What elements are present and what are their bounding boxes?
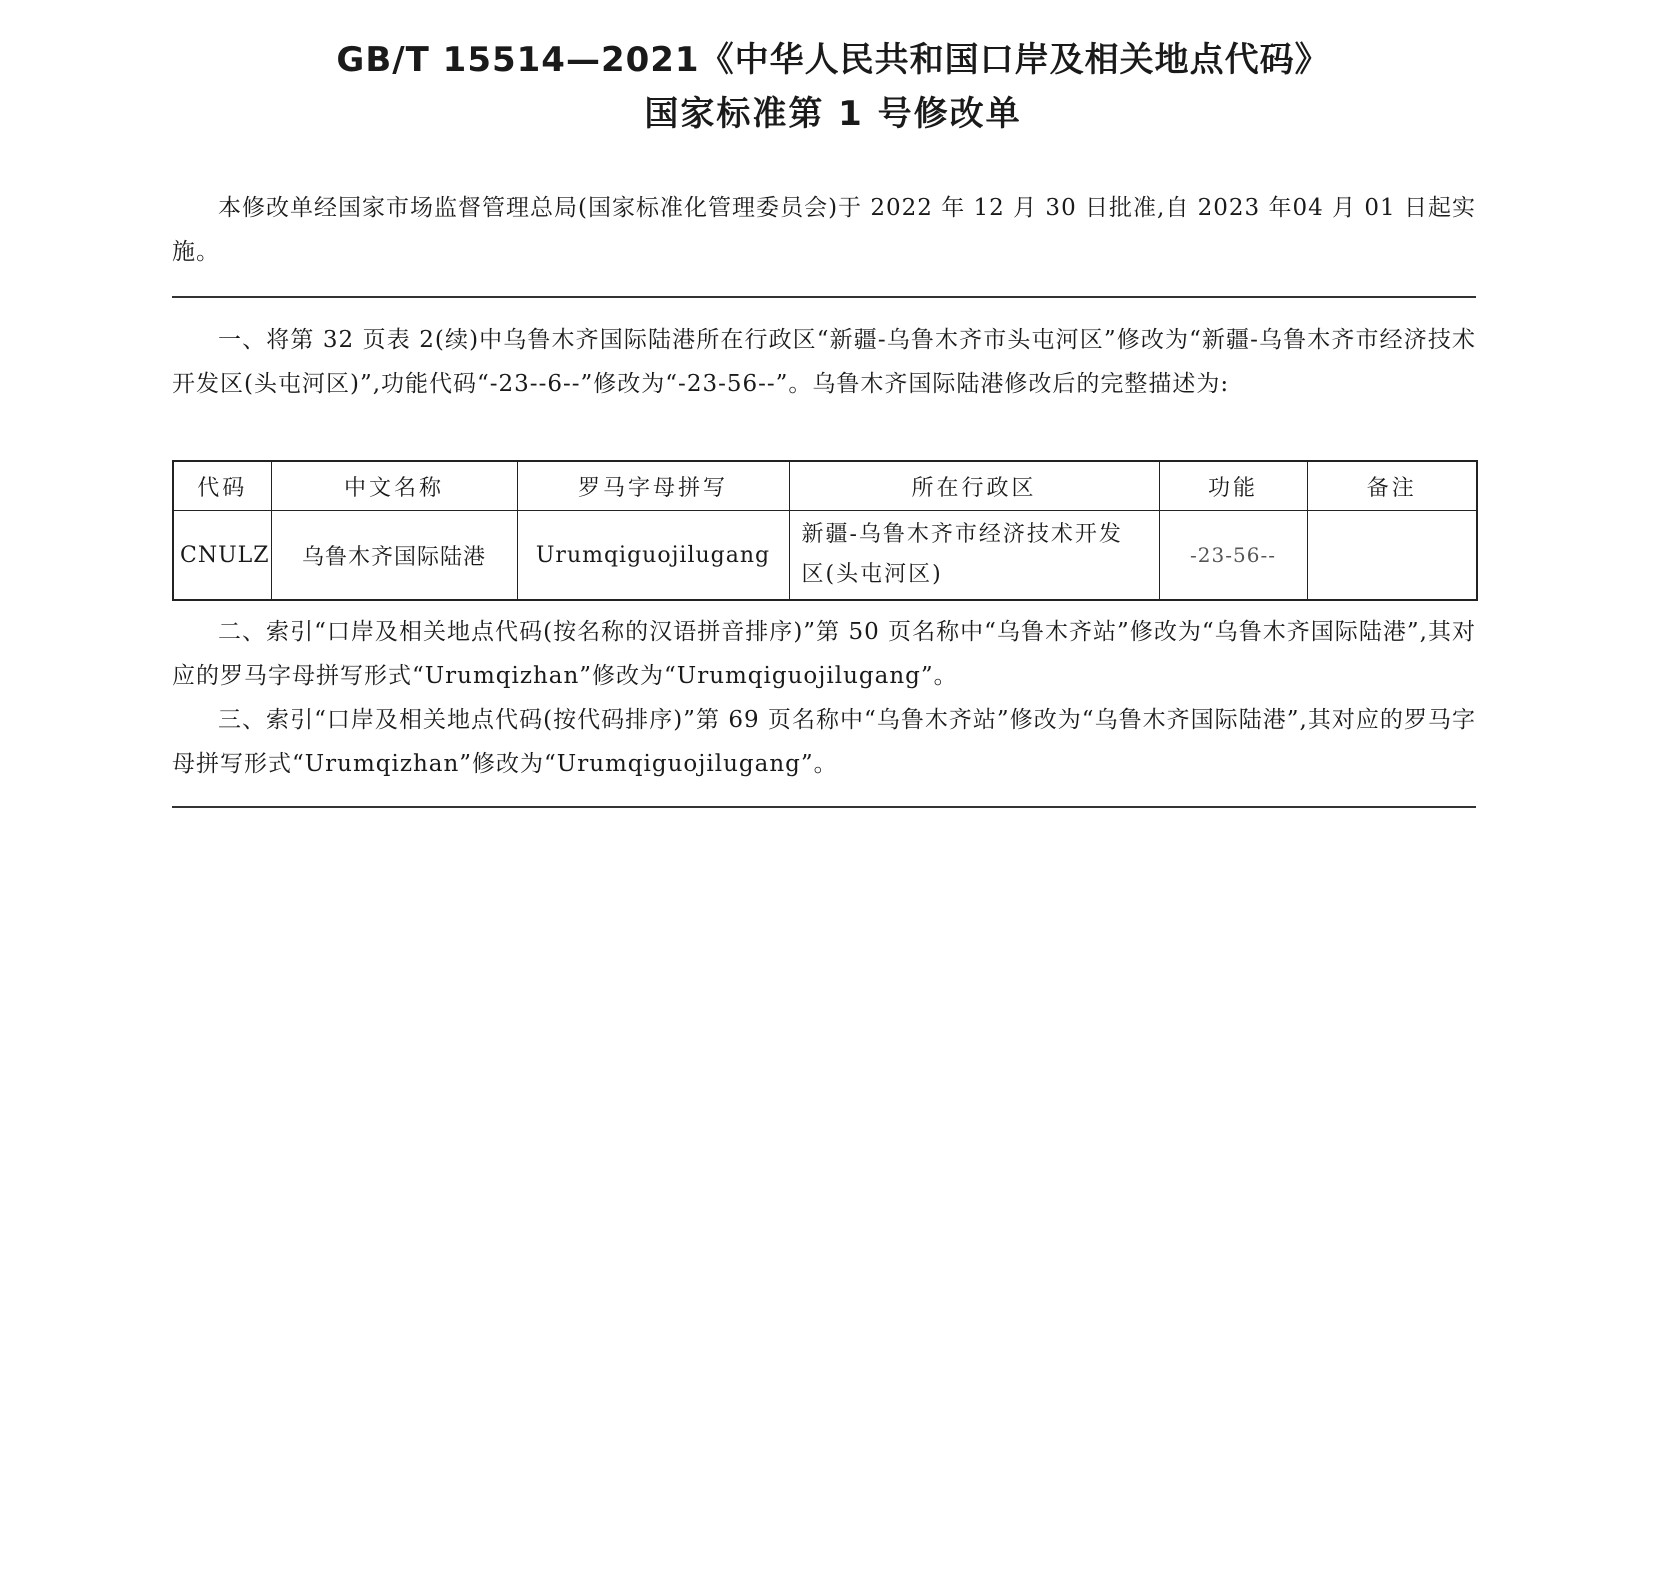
header-romanization: 罗马字母拼写	[517, 461, 789, 511]
document-title-line2: 国家标准第 1 号修改单	[644, 94, 1022, 134]
cell-region: 新疆-乌鲁木齐市经济技术开发区(头屯河区)	[789, 511, 1159, 601]
cell-function: -23-56--	[1159, 511, 1307, 601]
header-chinese-name: 中文名称	[271, 461, 517, 511]
section-2-3-block	[172, 610, 1476, 786]
table-header-row	[173, 461, 1477, 511]
document-title-line1: GB/T 15514—2021《中华人民共和国口岸及相关地点代码》	[336, 40, 1330, 80]
top-divider	[172, 296, 1476, 298]
section-1-block	[172, 318, 1476, 406]
section-2-paragraph: 二、索引“口岸及相关地点代码(按名称的汉语拼音排序)”第 50 页名称中“乌鲁木齐站”修改为“乌鲁木齐国际陆港”,其对应的罗马字母拼写形式“Urumqizhan”修改为“Urumqiguojilugang”。	[172, 619, 1476, 689]
header-region: 所在行政区	[789, 461, 1159, 511]
intro-paragraph: 本修改单经国家市场监督管理总局(国家标准化管理委员会)于 2022 年 12 月 30 日批准,自 2023 年04 月 01 日起实施。	[172, 195, 1476, 265]
cell-remark	[1307, 511, 1477, 601]
header-code: 代码	[173, 461, 271, 511]
amendment-table	[172, 460, 1478, 601]
header-remark: 备注	[1307, 461, 1477, 511]
header-function: 功能	[1159, 461, 1307, 511]
bottom-divider	[172, 806, 1476, 808]
section-1-paragraph: 一、将第 32 页表 2(续)中乌鲁木齐国际陆港所在行政区“新疆-乌鲁木齐市头屯河区”修改为“新疆-乌鲁木齐市经济技术开发区(头屯河区)”,功能代码“-23--6--”修改为“-23-56--”。乌鲁木齐国际陆港修改后的完整描述为:	[172, 327, 1476, 397]
section-3-paragraph: 三、索引“口岸及相关地点代码(按代码排序)”第 69 页名称中“乌鲁木齐站”修改为“乌鲁木齐国际陆港”,其对应的罗马字母拼写形式“Urumqizhan”修改为“Urumqiguojilugang”。	[172, 707, 1476, 777]
cell-romanization: Urumqiguojilugang	[517, 511, 789, 601]
table-row	[173, 511, 1477, 601]
cell-chinese-name: 乌鲁木齐国际陆港	[271, 511, 517, 601]
intro-block	[172, 186, 1476, 274]
cell-code: CNULZ	[173, 511, 271, 601]
